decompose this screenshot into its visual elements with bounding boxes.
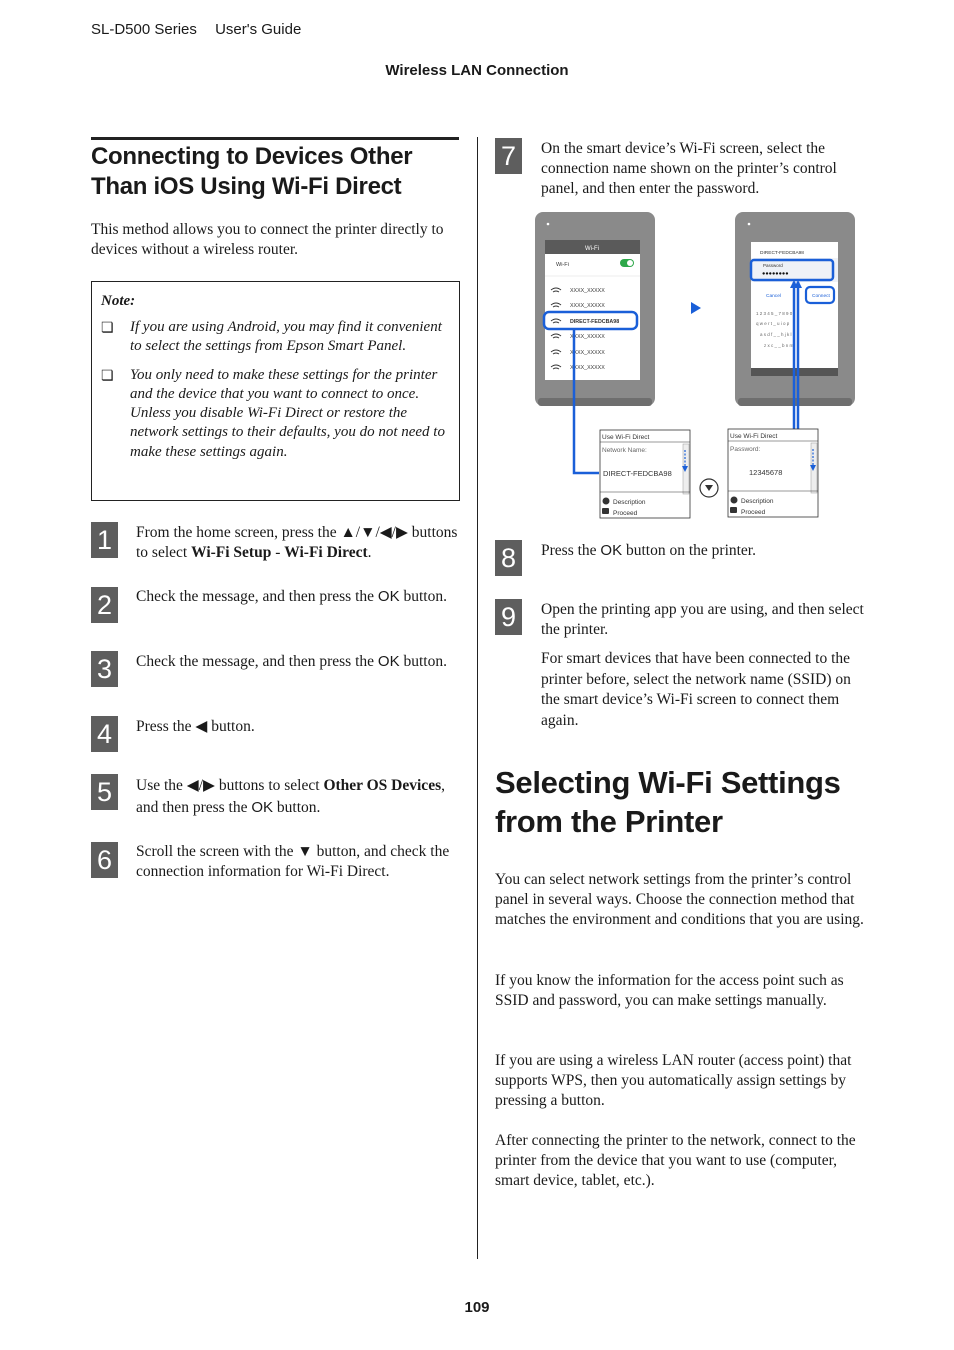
step-badge-2: 2	[91, 587, 118, 623]
doc-name: SL-D500 Series	[91, 21, 197, 38]
step-badge-6: 6	[91, 842, 118, 878]
down-button-icon	[700, 479, 718, 497]
step-9-extra: For smart devices that have been connected to the printer before, select the network name (SSID) on the smart device’s Wi-Fi screen to connect them again.	[541, 650, 851, 729]
svg-text:Cancel: Cancel	[766, 294, 781, 299]
wifi-direct-illustration	[534, 210, 864, 522]
left-heading: Connecting to Devices Other Than iOS Using Wi-Fi Direct	[91, 137, 459, 202]
page-number: 109	[464, 1299, 490, 1316]
right-heading: Selecting Wi-Fi Settings from the Printer	[495, 765, 841, 839]
svg-text:Use Wi-Fi Direct: Use Wi-Fi Direct	[730, 433, 778, 440]
step-badge-5: 5	[91, 774, 118, 810]
svg-text:XXXX_XXXXX: XXXX_XXXXX	[570, 365, 605, 371]
smartphone-wifi-list	[535, 212, 655, 406]
step-5-text: Use the ◀/▶ buttons to select Other OS Devices, and then press the OK button.	[136, 777, 445, 816]
svg-text:Network Name:: Network Name:	[602, 447, 647, 454]
note-box	[91, 281, 460, 501]
svg-text:Description: Description	[741, 498, 774, 505]
checkbox-bullet-icon: ❏	[101, 368, 114, 384]
step-2-text: Check the message, and then press the OK button.	[136, 588, 447, 605]
printer-lcd-password	[728, 429, 818, 517]
svg-text:Proceed: Proceed	[741, 509, 766, 516]
step-9-text: Open the printing app you are using, and then select the printer.	[541, 601, 864, 638]
svg-text:Password: Password	[763, 263, 783, 268]
svg-text:Proceed: Proceed	[613, 510, 638, 517]
section-title: Wireless LAN Connection	[385, 62, 569, 79]
svg-text:DIRECT-FEDCBA98: DIRECT-FEDCBA98	[760, 251, 804, 256]
step-badge-4: 4	[91, 716, 118, 752]
svg-text:Use Wi-Fi Direct: Use Wi-Fi Direct	[602, 434, 650, 441]
running-header	[91, 21, 315, 38]
paragraph: If you are using a wireless LAN router (access point) that supports WPS, then you automatically assign settings by pressing a button.	[495, 1052, 852, 1109]
step-6-text: Scroll the screen with the ▼ button, and check the connection information for Wi-Fi Direct.	[136, 843, 450, 880]
step-7-text: On the smart device’s Wi-Fi screen, select the connection name shown on the printer’s control panel, and then enter the password.	[541, 140, 837, 197]
svg-text:a s d f _ _ h j k l: a s d f _ _ h j k l	[760, 332, 792, 337]
step-3-text: Check the message, and then press the OK button.	[136, 653, 447, 670]
svg-text:Description: Description	[613, 499, 646, 506]
step-badge-3: 3	[91, 651, 118, 687]
checkbox-bullet-icon: ❏	[101, 321, 114, 336]
svg-text:Password:: Password:	[730, 446, 761, 453]
note-item-text: You only need to make these settings for the printer and the device that you want to connect to once. Unless you disable Wi-Fi Direct or restore the network settings to their defaults, you do not need to make these settings again.	[130, 366, 445, 460]
note-item-text: If you are using Android, you may find it convenient to select the settings from Epson Smart Panel.	[130, 319, 442, 355]
svg-text:z x c _ _ b n m: z x c _ _ b n m	[764, 343, 794, 348]
svg-text:DIRECT-FEDCBA98: DIRECT-FEDCBA98	[570, 319, 620, 325]
note-item	[101, 366, 449, 462]
note-item	[101, 318, 449, 357]
arrow-right-icon	[691, 302, 701, 314]
paragraph: You can select network settings from the printer’s control panel in several ways. Choose the connection method that matches the environment and conditions that you are using.	[495, 871, 864, 928]
step-4-text: Press the ◀ button.	[136, 718, 255, 735]
svg-text:XXXX_XXXXX: XXXX_XXXXX	[570, 288, 605, 294]
svg-text:XXXX_XXXXX: XXXX_XXXXX	[570, 334, 605, 340]
svg-text:XXXX_XXXXX: XXXX_XXXXX	[570, 350, 605, 356]
column-divider	[477, 137, 478, 1259]
svg-text:XXXX_XXXXX: XXXX_XXXXX	[570, 303, 605, 309]
step-8-text: Press the OK button on the printer.	[541, 542, 756, 559]
left-intro: This method allows you to connect the printer directly to devices without a wireless router.	[91, 221, 444, 258]
paragraph: After connecting the printer to the network, connect to the printer from the device that you want to use (computer, smart device, tablet, etc.).	[495, 1132, 856, 1189]
printer-lcd-network-name	[600, 430, 690, 518]
doc-type: User's Guide	[215, 21, 302, 38]
paragraph: If you know the information for the access point such as SSID and password, you can make settings manually.	[495, 972, 844, 1009]
svg-text:1 2 3 4 5 _ 7 8 9 0: 1 2 3 4 5 _ 7 8 9 0	[756, 311, 793, 316]
svg-text:Wi-Fi: Wi-Fi	[556, 262, 569, 268]
step-badge-9: 9	[495, 599, 522, 635]
svg-text:Wi-Fi: Wi-Fi	[585, 246, 599, 252]
step-badge-1: 1	[91, 522, 118, 558]
note-title: Note:	[101, 293, 136, 309]
svg-text:12345678: 12345678	[749, 468, 783, 477]
step-1-text: From the home screen, press the ▲/▼/◀/▶ buttons to select Wi-Fi Setup - Wi-Fi Direct.	[136, 524, 458, 561]
step-badge-8: 8	[495, 540, 522, 576]
svg-text:●●●●●●●●: ●●●●●●●●	[762, 271, 789, 277]
svg-text:DIRECT-FEDCBA98: DIRECT-FEDCBA98	[603, 469, 672, 478]
svg-text:Connect: Connect	[812, 294, 830, 299]
svg-text:q w e r t _ u i o p: q w e r t _ u i o p	[756, 321, 790, 326]
step-badge-7: 7	[495, 138, 522, 174]
